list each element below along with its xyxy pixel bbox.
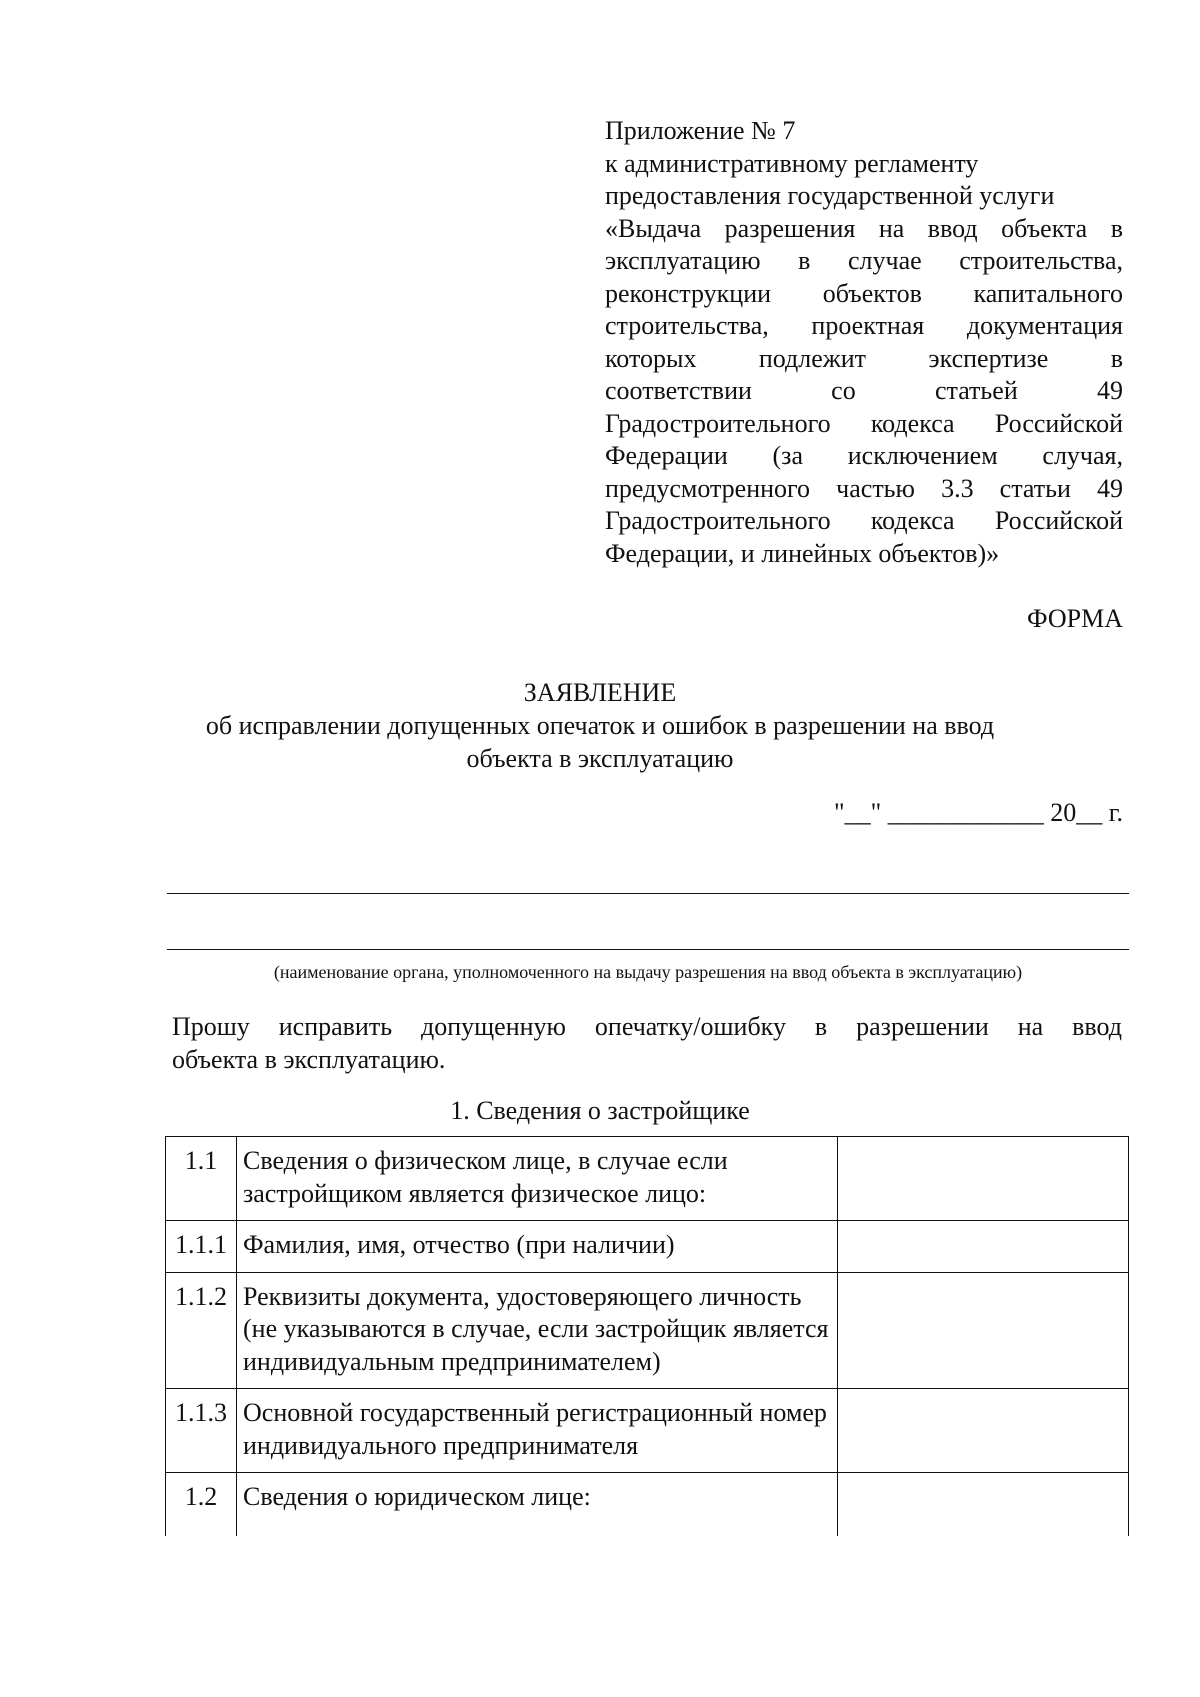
title-heading: ЗАЯВЛЕНИЕ [523, 678, 677, 707]
appendix-line: реконструкции объектов капитального [605, 278, 1123, 308]
table-row [166, 1389, 1129, 1473]
authority-name-line[interactable] [167, 893, 1129, 894]
appendix-line: соответствии со статьей 49 [605, 376, 1123, 405]
table-row [166, 1221, 1129, 1273]
appendix-line: Градостроительного кодекса Российской [605, 506, 1123, 535]
appendix-line: Градостроительного кодекса Российской [605, 408, 1123, 438]
row-value-cell[interactable] [838, 1137, 1129, 1221]
table-row [166, 1473, 1129, 1536]
document-title [150, 676, 1050, 775]
row-number: 1.1.3 [166, 1389, 237, 1473]
section-title: 1. Сведения о застройщике [450, 1096, 750, 1125]
authority-caption: (наименование органа, уполномоченного на выдачу разрешения на ввод объекта в эксплуатацию) [273, 962, 1023, 982]
row-number: 1.1.1 [166, 1221, 237, 1273]
request-line: объекта в эксплуатацию. [172, 1045, 446, 1074]
title-line: объекта в эксплуатацию [466, 744, 734, 773]
row-label: Сведения о физическом лице, в случае если застройщиком является физическое лицо: [237, 1137, 838, 1221]
row-value-cell[interactable] [838, 1272, 1129, 1389]
appendix-line: Приложение № 7 [605, 116, 796, 145]
row-value-cell[interactable] [838, 1473, 1129, 1536]
appendix-line: строительства, проектная документация [605, 311, 1123, 340]
request-line: Прошу исправить допущенную опечатку/ошибку в разрешении на ввод [172, 1012, 1122, 1041]
appendix-line: «Выдача разрешения на ввод объекта в [605, 213, 1123, 243]
appendix-line: к административному регламенту [605, 148, 979, 178]
developer-info-table [165, 1136, 1129, 1536]
appendix-line: предусмотренного частью 3.3 статьи 49 [605, 473, 1123, 503]
row-value-cell[interactable] [838, 1221, 1129, 1273]
appendix-line: предоставления государственной услуги [605, 181, 1055, 210]
row-value-cell[interactable] [838, 1389, 1129, 1473]
row-label: Фамилия, имя, отчество (при наличии) [237, 1221, 838, 1273]
request-paragraph [172, 1010, 1122, 1076]
title-line: об исправлении допущенных опечаток и ошибок в разрешении на ввод [205, 711, 995, 740]
row-number: 1.1 [166, 1137, 237, 1221]
table-row [166, 1272, 1129, 1389]
authority-name-line[interactable] [167, 949, 1129, 950]
table-row [166, 1137, 1129, 1221]
row-label: Реквизиты документа, удостоверяющего личность (не указываются в случае, если застройщик является индивидуальным предпринимателем) [237, 1272, 838, 1389]
row-number: 1.2 [166, 1473, 237, 1536]
appendix-line: Федерации (за исключением случая, [605, 441, 1123, 470]
appendix-header [605, 115, 1123, 570]
appendix-line: эксплуатацию в случае строительства, [605, 246, 1123, 275]
row-label: Сведения о юридическом лице: [237, 1473, 838, 1536]
appendix-line: Федерации, и линейных объектов)» [605, 538, 1000, 568]
date-field[interactable]: "__" ____________ 20__ г. [834, 798, 1123, 827]
appendix-line: которых подлежит экспертизе в [605, 343, 1123, 373]
row-number: 1.1.2 [166, 1272, 237, 1389]
row-label: Основной государственный регистрационный номер индивидуального предпринимателя [237, 1389, 838, 1473]
form-label: ФОРМА [1027, 604, 1123, 633]
